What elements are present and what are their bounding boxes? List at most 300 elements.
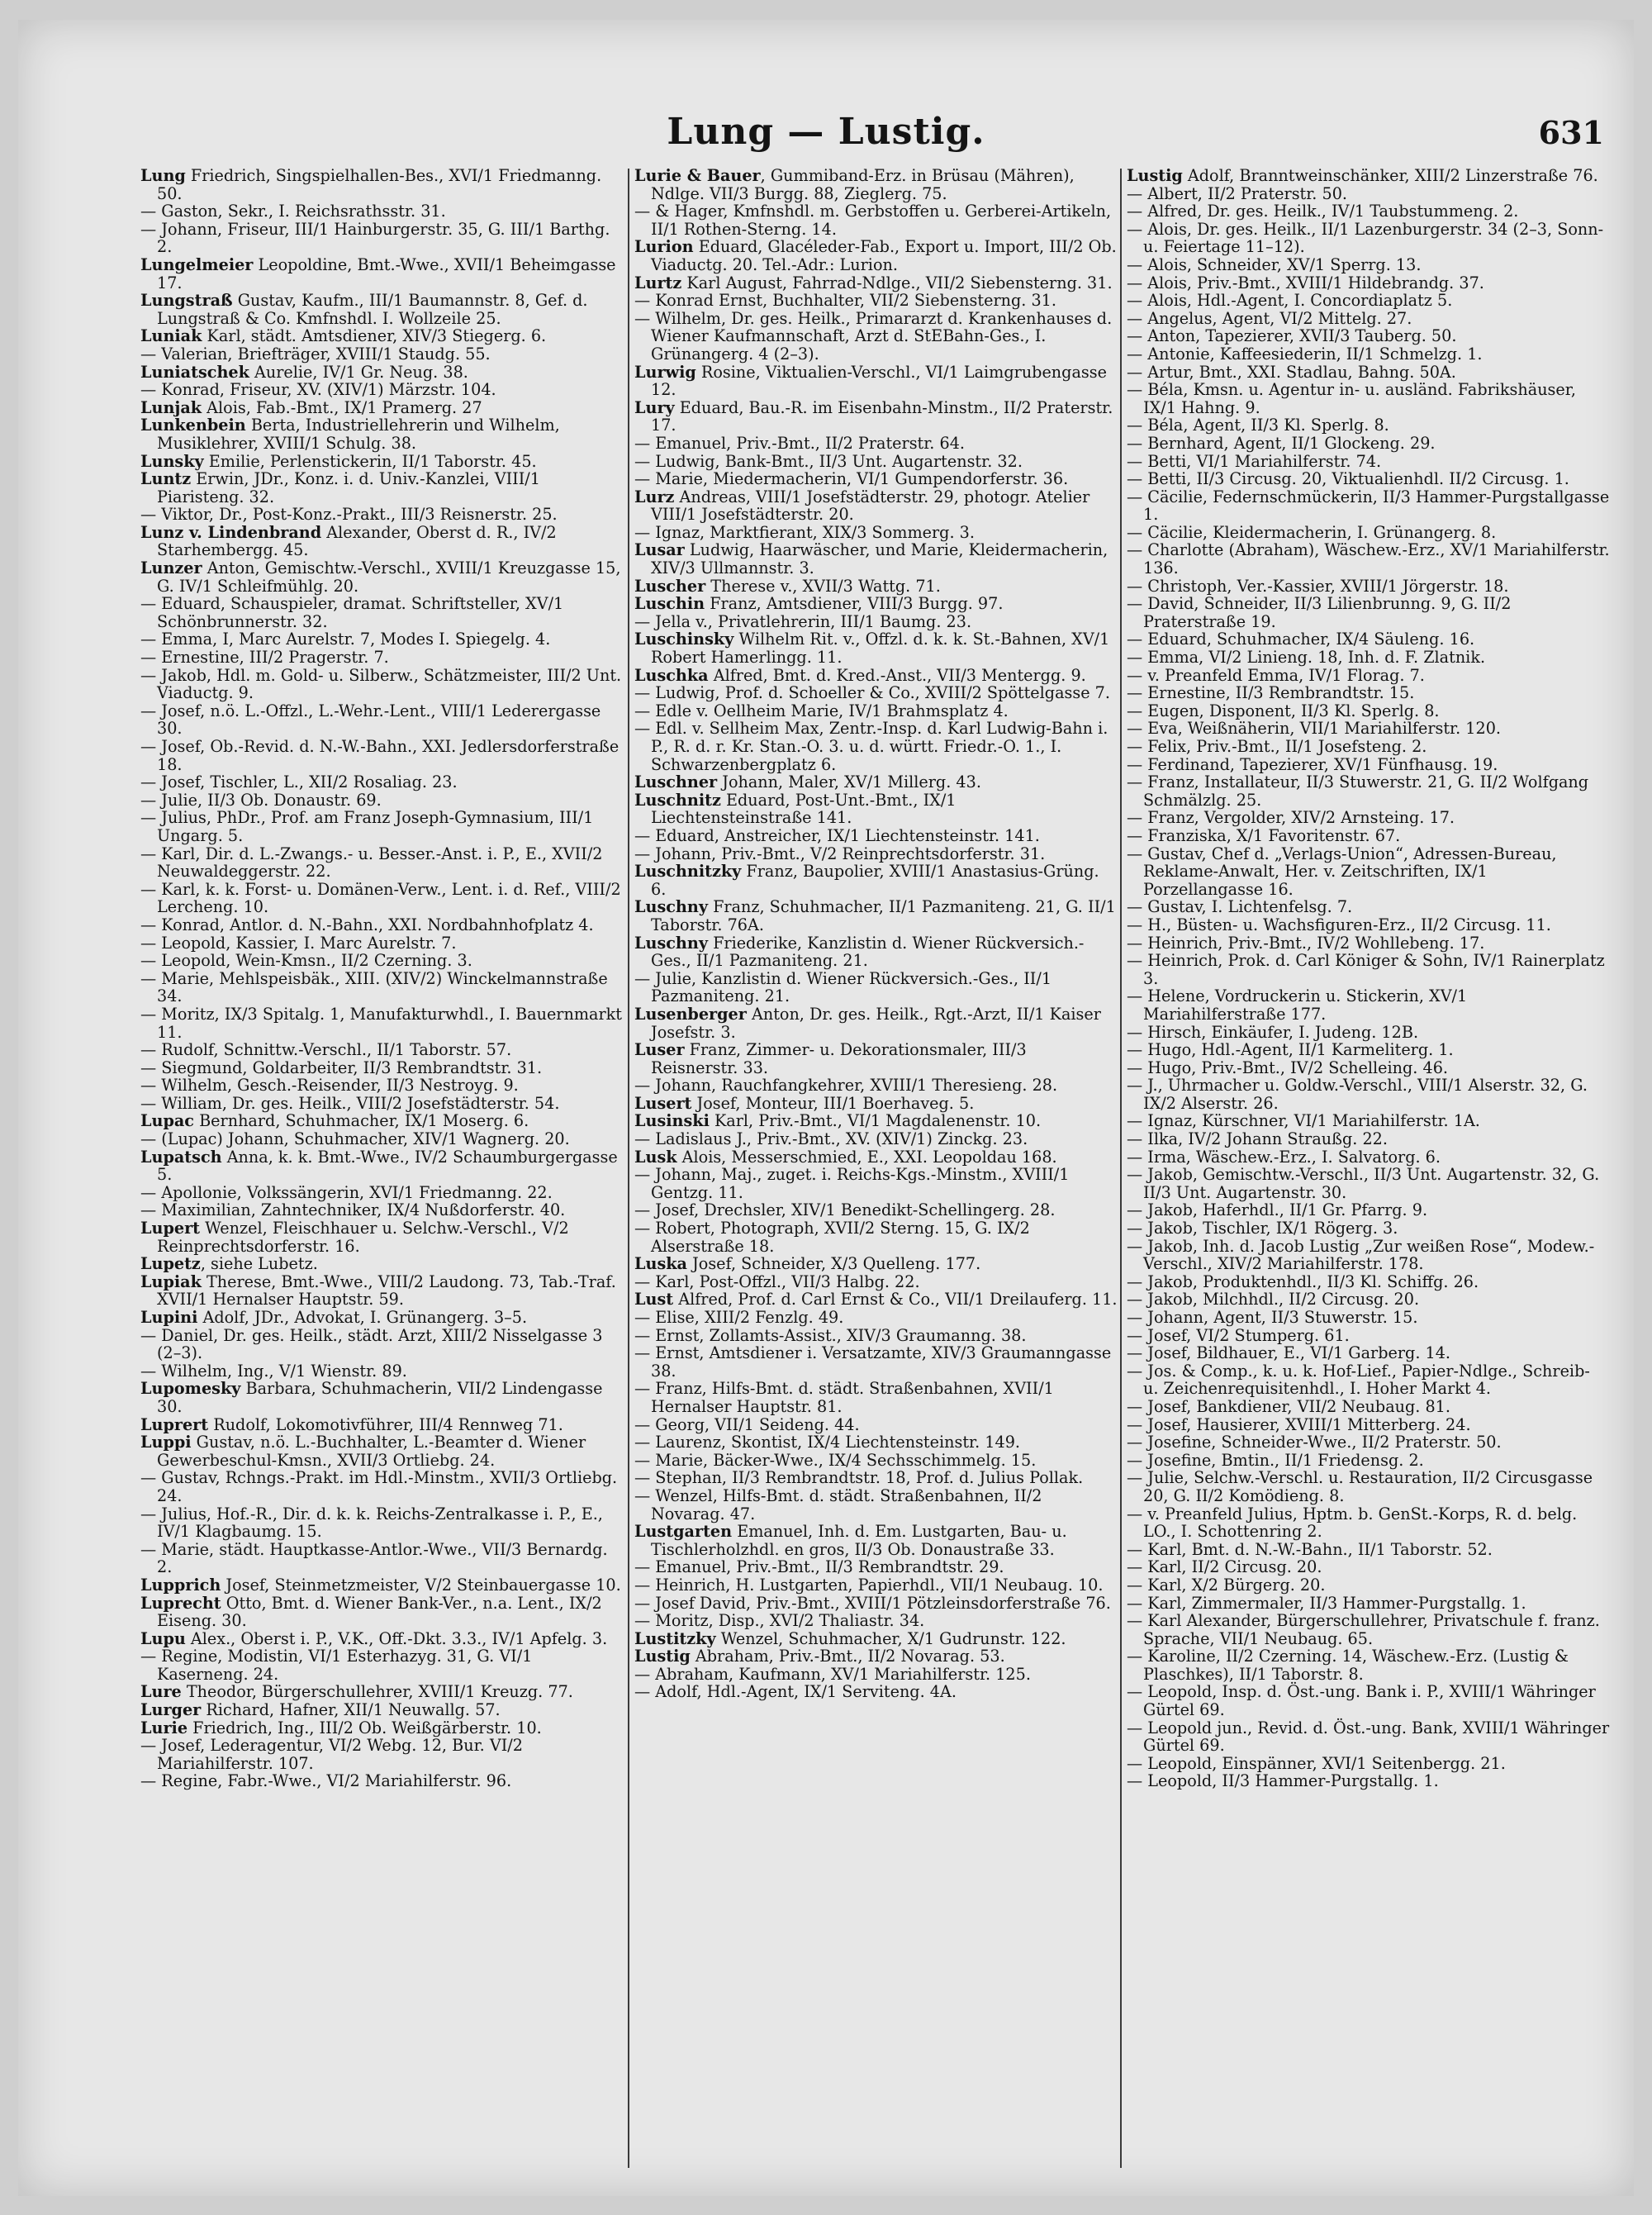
entry-text: — (Lupac) Johann, Schuhmacher, XIV/1 Wagnerg. 20.: [140, 1129, 570, 1149]
directory-entry: [140, 1505, 624, 1541]
directory-entry: [634, 1166, 1118, 1201]
directory-entry: [140, 1683, 624, 1701]
entry-text: — Josef, Ob.-Revid. d. N.-W.-Bahn., XXI. Jedlersdorferstraße 18.: [140, 737, 620, 774]
entry-text: — David, Schneider, II/3 Lilienbrunng. 9, G. II/2 Praterstraße 19.: [1127, 594, 1512, 631]
directory-entry: [1127, 364, 1610, 382]
directory-entry: [634, 970, 1118, 1005]
directory-entry: [634, 898, 1118, 934]
directory-entry: [140, 416, 624, 452]
entry-text: Abraham, Priv.-Bmt., II/2 Novarag. 53.: [690, 1647, 1005, 1666]
page-title: Lung — Lustig.: [667, 111, 985, 153]
entry-text: — Irma, Wäschew.-Erz., I. Salvatorg. 6.: [1127, 1147, 1441, 1167]
directory-entry: [1127, 827, 1610, 845]
entry-text: — Karl, Bmt. d. N.-W.-Bahn., II/1 Taborstr. 52.: [1127, 1539, 1493, 1559]
directory-entry: [140, 1380, 624, 1415]
entry-text: — Antonie, Kaffeesiederin, II/1 Schmelzg. 1.: [1127, 344, 1483, 364]
directory-entry: [140, 1005, 624, 1041]
directory-entry: [634, 845, 1118, 863]
entry-text: — Alois, Priv.-Bmt., XVIII/1 Hildebrandg. 37.: [1127, 273, 1484, 292]
entry-surname: Lusar: [634, 540, 685, 560]
directory-entry: [140, 1201, 624, 1219]
entry-text: — Siegmund, Goldarbeiter, II/3 Rembrandtstr. 31.: [140, 1058, 543, 1077]
entry-surname: Lusinski: [634, 1111, 710, 1131]
entry-text: Eduard, Bau.-R. im Eisenbahn-Minstm., II/2 Praterstr. 17.: [651, 397, 1113, 435]
directory-entry: [140, 1077, 624, 1095]
directory-entry: [1127, 578, 1610, 596]
entry-text: — Karl, X/2 Bürgerg. 20.: [1127, 1575, 1326, 1595]
directory-entry: [1127, 1309, 1610, 1327]
entry-text: — Marie, Mehlspeisbäk., XIII. (XIV/2) Winckelmannstraße 34.: [140, 968, 608, 1006]
entry-surname: Lupetz: [140, 1254, 201, 1274]
directory-entry: [1127, 221, 1610, 256]
entry-text: — Johann, Rauchfangkehrer, XVIII/1 Theresieng. 28.: [634, 1076, 1058, 1096]
directory-entry: [634, 399, 1118, 435]
entry-text: — Betti, VI/1 Mariahilferstr. 74.: [1127, 451, 1382, 471]
entry-text: — Charlotte (Abraham), Wäschew.-Erz., XV/1 Mariahilferstr. 136.: [1127, 540, 1610, 578]
entry-surname: Lunzer: [140, 559, 202, 578]
entry-text: — Jakob, Haferhdl., II/1 Gr. Pfarrg. 9.: [1127, 1200, 1428, 1220]
entry-text: — Karl, k. k. Forst- u. Domänen-Verw., Lent. i. d. Ref., VIII/2 Lercheng. 10.: [140, 879, 621, 917]
column-divider: [1120, 169, 1122, 2168]
entry-text: — Alfred, Dr. ges. Heilk., IV/1 Taubstummeng. 2.: [1127, 202, 1519, 221]
entry-text: Friedrich, Ing., III/2 Ob. Weißgärberstr. 10.: [188, 1718, 542, 1737]
entry-surname: Luniak: [140, 326, 202, 346]
directory-entry: [634, 702, 1118, 720]
directory-entry: [1127, 185, 1610, 203]
entry-text: Alexander, Oberst d. R., IV/2 Starhembergg. 45.: [157, 522, 557, 560]
directory-entry: [1127, 595, 1610, 630]
entry-text: — Ludwig, Prof. d. Schoeller & Co., XVIII/2 Spöttelgasse 7.: [634, 683, 1110, 703]
directory-entry: [634, 202, 1118, 238]
entry-text: Eduard, Post-Unt.-Bmt., IX/1 Liechtensteinstraße 141.: [651, 790, 957, 828]
directory-entry: [634, 1452, 1118, 1470]
entry-text: — Laurenz, Skontist, IX/4 Liechtensteinstr. 149.: [634, 1433, 1021, 1452]
entry-text: Ludwig, Haarwäscher, und Marie, Kleidermacherin, XIV/3 Ullmannstr. 3.: [651, 540, 1108, 578]
directory-entry: [140, 809, 624, 844]
entry-text: — Ignaz, Kürschner, VI/1 Mariahilferstr. 1A.: [1127, 1111, 1480, 1131]
directory-entry: [1127, 1344, 1610, 1362]
entry-surname: Lusenberger: [634, 1004, 747, 1024]
entry-text: — Josefine, Bmtin., II/1 Friedensg. 2.: [1127, 1450, 1424, 1470]
directory-entry: [140, 952, 624, 970]
entry-text: — Ilka, IV/2 Johann Straußg. 22.: [1127, 1129, 1388, 1149]
entry-text: Gustav, n.ö. L.-Buchhalter, L.-Beamter d. Wiener Gewerbeschul-Kmsn., XVII/3 Ortliebg. 24.: [157, 1433, 586, 1470]
entry-text: Franz, Zimmer- u. Dekorationsmaler, III/3 Reisnerstr. 33.: [651, 1040, 1027, 1077]
directory-entry: [634, 1523, 1118, 1558]
directory-entry: [140, 524, 624, 559]
entry-text: — Josefine, Schneider-Wwe., II/2 Praterstr. 50.: [1127, 1433, 1502, 1452]
directory-entry: [634, 1344, 1118, 1380]
directory-entry: [634, 1380, 1118, 1415]
entry-text: — Julie, Kanzlistin d. Wiener Rückversich.-Ges., II/1 Pazmaniteng. 21.: [634, 968, 1052, 1006]
entry-text: — Heinrich, Priv.-Bmt., IV/2 Wohllebeng. 17.: [1127, 933, 1485, 953]
entry-text: — Felix, Priv.-Bmt., II/1 Josefsteng. 2.: [1127, 737, 1427, 756]
entry-surname: Lunkenbein: [140, 416, 246, 435]
entry-surname: Lung: [140, 167, 186, 185]
entry-text: — Cäcilie, Kleidermacherin, I. Grünangerg. 8.: [1127, 522, 1497, 542]
directory-entry: [634, 1255, 1118, 1273]
entry-text: Josef, Schneider, X/3 Quelleng. 177.: [686, 1254, 981, 1274]
entry-text: — Ernestine, III/2 Pragerstr. 7.: [140, 648, 389, 668]
directory-entry: [140, 1362, 624, 1381]
directory-entry: [1127, 667, 1610, 685]
entry-text: Richard, Hafner, XII/1 Neuwallg. 57.: [201, 1700, 501, 1720]
entry-surname: Lupert: [140, 1219, 201, 1238]
directory-entry: [1127, 470, 1610, 488]
entry-text: Barbara, Schuhmacherin, VII/2 Lindengasse 30.: [157, 1379, 603, 1416]
entry-text: — Christoph, Ver.-Kassier, XVIII/1 Jörgerstr. 18.: [1127, 576, 1509, 596]
entry-text: — Alois, Dr. ges. Heilk., II/1 Lazenburgerstr. 34 (2–3, Sonn- u. Feiertage 11–12).: [1127, 219, 1604, 257]
column-divider: [628, 169, 629, 2168]
entry-text: Franz, Schuhmacher, II/1 Pazmaniteng. 21, G. II/1 Taborstr. 76A.: [651, 897, 1116, 934]
entry-text: Rosine, Viktualien-Verschl., VI/1 Laimgrubengasse 12.: [651, 362, 1107, 400]
entry-text: — Josef, Tischler, L., XII/2 Rosaliag. 23.: [140, 772, 458, 792]
directory-entry: [140, 345, 624, 364]
entry-text: — Konrad, Antlor. d. N.-Bahn., XXI. Nordbahnhofplatz 4.: [140, 915, 594, 934]
directory-entry: [140, 649, 624, 667]
directory-entry: [1127, 1683, 1610, 1718]
directory-entry: [140, 791, 624, 810]
entry-text: — Apollonie, Volkssängerin, XVI/1 Friedmanng. 22.: [140, 1182, 553, 1202]
entry-text: — Wilhelm, Dr. ges. Heilk., Primararzt d. Krankenhauses d. Wiener Kaufmannschaft, Arzt d. StEBahn-Ges., I. Grünangerg. 4 (2–3).: [634, 308, 1113, 364]
directory-entry: [634, 1309, 1118, 1327]
entry-text: — & Hager, Kmfnshdl. m. Gerbstoffen u. Gerberei-Artikeln, II/1 Rothen-Sterng. 14.: [634, 202, 1112, 239]
entry-text: Friedrich, Singspielhallen-Bes., XVI/1 Friedmanng. 50.: [157, 167, 602, 203]
entry-surname: Lustitzky: [634, 1628, 716, 1648]
directory-entry: [140, 559, 624, 595]
entry-surname: Luschin: [634, 594, 705, 614]
directory-entry: [1127, 1558, 1610, 1576]
entry-text: Therese, Bmt.-Wwe., VIII/2 Laudong. 73, Tab.-Traf. XVII/1 Hernalser Hauptstr. 59.: [157, 1271, 616, 1310]
directory-entry: [140, 256, 624, 292]
entry-surname: Luppi: [140, 1433, 192, 1452]
directory-entry: [634, 1112, 1118, 1130]
entry-text: — Franz, Vergolder, XIV/2 Arnsteing. 17.: [1127, 808, 1455, 828]
directory-entry: [140, 630, 624, 649]
directory-entry: [1127, 256, 1610, 274]
directory-entry: [140, 1630, 624, 1648]
entry-text: Wenzel, Schuhmacher, X/1 Gudrunstr. 122.: [715, 1628, 1066, 1648]
directory-entry: [634, 578, 1118, 596]
entry-text: — Franz, Hilfs-Bmt. d. städt. Straßenbahnen, XVII/1 Hernalser Hauptstr. 81.: [634, 1379, 1054, 1416]
entry-text: Anton, Gemischtw.-Verschl., XVIII/1 Kreuzgasse 15, G. IV/1 Schleifmühlg. 20.: [157, 559, 621, 596]
entry-text: — Karl, Post-Offzl., VII/3 Halbg. 22.: [634, 1271, 920, 1291]
directory-entry: [634, 1576, 1118, 1595]
directory-entry: [140, 667, 624, 702]
entry-text: — Karl, Zimmermaler, II/3 Hammer-Purgstallg. 1.: [1127, 1593, 1526, 1613]
directory-entry: [1127, 488, 1610, 524]
directory-entry: [1127, 1452, 1610, 1470]
entry-text: — Ladislaus J., Priv.-Bmt., XV. (XIV/1) Zinckg. 23.: [634, 1129, 1028, 1149]
entry-surname: Lurger: [140, 1700, 202, 1720]
directory-entry: [1127, 1541, 1610, 1559]
entry-text: — Konrad Ernst, Buchhalter, VII/2 Siebensterng. 31.: [634, 291, 1056, 311]
directory-entry: [140, 1059, 624, 1077]
directory-entry: [634, 1558, 1118, 1576]
entry-text: — Johann, Agent, II/3 Stuwerstr. 15.: [1127, 1308, 1418, 1327]
entry-text: — Jakob, Inh. d. Jacob Lustig „Zur weißen Rose“, Modew.-Verschl., XIV/2 Mariahilferstr. 178.: [1127, 1236, 1595, 1274]
directory-entry: [634, 470, 1118, 488]
entry-text: — Johann, Priv.-Bmt., V/2 Reinprechtsdorferstr. 31.: [634, 844, 1046, 863]
entry-surname: Lupiak: [140, 1271, 202, 1291]
entry-surname: Luprecht: [140, 1593, 221, 1613]
entry-surname: Luska: [634, 1254, 687, 1274]
directory-entry: [140, 1541, 624, 1576]
entry-text: — Adolf, Hdl.-Agent, IX/1 Serviteng. 4A.: [634, 1682, 957, 1702]
directory-entry: [634, 167, 1118, 202]
directory-entry: [634, 1273, 1118, 1291]
directory-entry: [634, 1595, 1118, 1613]
entry-text: — Viktor, Dr., Post-Konz.-Prakt., III/3 Reisnerstr. 25.: [140, 505, 558, 525]
entry-text: — Julius, Hof.-R., Dir. d. k. k. Reichs-Zentralkasse i. P., E., IV/1 Klagbaumg. 15.: [140, 1504, 603, 1542]
directory-entry: [1127, 274, 1610, 292]
entry-surname: Luniatschek: [140, 362, 249, 382]
entry-surname: Luser: [634, 1040, 685, 1060]
entry-surname: Lupomesky: [140, 1379, 241, 1399]
directory-entry: [634, 488, 1118, 524]
entry-text: Anna, k. k. Bmt.-Wwe., IV/2 Schaumburgergasse 5.: [157, 1147, 618, 1185]
entry-surname: Luscher: [634, 576, 706, 596]
entry-text: — Franziska, X/1 Favoritenstr. 67.: [1127, 825, 1401, 845]
directory-entry: [634, 1077, 1118, 1095]
directory-entry: [634, 274, 1118, 292]
entry-surname: Luschinsky: [634, 630, 734, 649]
directory-entry: [1127, 1416, 1610, 1434]
directory-entry: [634, 1327, 1118, 1345]
entry-text: — Leopold, Insp. d. Öst.-ung. Bank i. P., XVIII/1 Währinger Gürtel 69.: [1127, 1682, 1596, 1720]
entry-text: — v. Preanfeld Emma, IV/1 Florag. 7.: [1127, 665, 1425, 685]
entry-text: — Albert, II/2 Praterstr. 50.: [1127, 183, 1348, 203]
entry-surname: Luntz: [140, 469, 192, 489]
entry-text: — Emanuel, Priv.-Bmt., II/3 Rembrandtstr. 29.: [634, 1557, 1004, 1577]
entry-text: Gustav, Kaufm., III/1 Baumannstr. 8, Gef. d. Lungstraß & Co. Kmfnshdl. I. Wollzeile 25.: [157, 291, 588, 328]
directory-entry: [634, 667, 1118, 685]
entry-text: Wenzel, Fleischhauer u. Selchw.-Verschl., V/2 Reinprechtsdorferstr. 16.: [157, 1219, 569, 1256]
entry-surname: Lurie & Bauer: [634, 167, 761, 185]
entry-text: — Elise, XIII/2 Fenzlg. 49.: [634, 1308, 844, 1327]
directory-entry: [1127, 1398, 1610, 1416]
entry-text: — Gustav, Chef d. „Verlags-Union“, Adressen-Bureau, Reklame-Anwalt, Her. v. Zeitschriften, IX/1 Porzellangasse 16.: [1127, 844, 1557, 899]
entry-text: — Betti, II/3 Circusg. 20, Viktualienhdl. II/2 Circusg. 1.: [1127, 469, 1569, 489]
directory-entry: [140, 1433, 624, 1469]
directory-entry: [140, 453, 624, 471]
entry-text: Johann, Maler, XV/1 Millerg. 43.: [717, 772, 981, 792]
directory-entry: [140, 1772, 624, 1790]
entry-text: — Josef, Drechsler, XIV/1 Benedikt-Schellingerg. 28.: [634, 1200, 1056, 1220]
entry-text: — Josef, Hausierer, XVIII/1 Mitterberg. 24.: [1127, 1414, 1471, 1434]
entry-surname: Lunsky: [140, 451, 204, 471]
directory-entry: [634, 863, 1118, 898]
directory-entry: [1127, 684, 1610, 702]
directory-entry: [140, 381, 624, 399]
entry-text: — Leopold, Einspänner, XVI/1 Seitenbergg. 21.: [1127, 1753, 1506, 1773]
entry-surname: Lurion: [634, 237, 694, 257]
directory-entry: [140, 167, 624, 202]
directory-entry: [634, 1612, 1118, 1630]
directory-entry: [1127, 1219, 1610, 1238]
entry-text: — Valerian, Briefträger, XVIII/1 Staudg. 55.: [140, 344, 491, 364]
directory-entry: [634, 1005, 1118, 1041]
entry-text: Andreas, VIII/1 Josefstädterstr. 29, photogr. Atelier VIII/1 Josefstädterstr. 20.: [651, 487, 1090, 525]
entry-surname: Lurz: [634, 487, 675, 506]
directory-entry: [634, 1130, 1118, 1148]
directory-entry: [634, 524, 1118, 542]
entry-text: — Regine, Fabr.-Wwe., VI/2 Mariahilferstr. 96.: [140, 1771, 512, 1791]
entry-text: Eduard, Glacéleder-Fab., Export u. Import, III/2 Ob. Viaductg. 20. Tel.-Adr.: Lurion.: [651, 237, 1117, 274]
entry-text: Josef, Steinmetzmeister, V/2 Steinbauergasse 10.: [221, 1575, 621, 1595]
page-number: 631: [1538, 114, 1604, 151]
directory-entry: [634, 1469, 1118, 1487]
entry-text: — Eva, Weißnäherin, VII/1 Mariahilferstr. 120.: [1127, 719, 1502, 739]
entry-text: — Jakob, Produktenhdl., II/3 Kl. Schiffg. 26.: [1127, 1271, 1479, 1291]
entry-text: — Karl Alexander, Bürgerschullehrer, Privatschule f. franz. Sprache, VII/1 Neubaug. 65.: [1127, 1611, 1600, 1648]
entry-text: Franz, Baupolier, XVIII/1 Anastasius-Grüng. 6.: [651, 862, 1099, 899]
entry-text: Adolf, Branntweinschänker, XIII/2 Linzerstraße 76.: [1182, 167, 1598, 185]
directory-entry: [140, 1148, 624, 1184]
directory-entry: [634, 827, 1118, 845]
entry-surname: Luschny: [634, 933, 708, 953]
directory-entry: [1127, 630, 1610, 649]
directory-entry: [1127, 809, 1610, 827]
directory-entry: [1127, 1772, 1610, 1790]
directory-entry: [140, 1737, 624, 1772]
entry-surname: Lungstraß: [140, 291, 233, 311]
entry-text: — Karl, II/2 Circusg. 20.: [1127, 1557, 1322, 1577]
directory-entry: [634, 1095, 1118, 1113]
entry-text: — Josef, Bildhauer, E., VI/1 Garberg. 14.: [1127, 1343, 1451, 1363]
directory-entry: [140, 1327, 624, 1362]
directory-entry: [140, 916, 624, 934]
entry-text: — Marie, Miedermacherin, VI/1 Gumpendorferstr. 36.: [634, 469, 1069, 489]
entry-text: Aurelie, IV/1 Gr. Neug. 38.: [249, 362, 468, 382]
entry-text: Karl, städt. Amtsdiener, XIV/3 Stiegerg. 6.: [202, 326, 547, 346]
entry-text: Leopoldine, Bmt.-Wwe., XVII/1 Beheimgasse 17.: [157, 254, 616, 292]
directory-entry: [634, 453, 1118, 471]
directory-entry: [634, 613, 1118, 631]
directory-entry: [140, 1041, 624, 1059]
column-3: [1127, 167, 1610, 2175]
entry-text: — Heinrich, Prok. d. Carl Königer & Sohn, IV/1 Rainerplatz 3.: [1127, 951, 1605, 988]
entry-text: — Emma, VI/2 Linieng. 18, Inh. d. F. Zlatnik.: [1127, 648, 1486, 668]
directory-entry: [634, 791, 1118, 827]
directory-entry: [140, 1701, 624, 1719]
directory-entry: [1127, 1647, 1610, 1683]
directory-entry: [140, 1309, 624, 1327]
directory-entry: [634, 1683, 1118, 1701]
entry-surname: Lury: [634, 397, 675, 417]
entry-surname: Lupatsch: [140, 1147, 222, 1167]
directory-entry: [1127, 898, 1610, 916]
directory-entry: [1127, 1059, 1610, 1077]
entry-text: — Marie, städt. Hauptkasse-Antlor.-Wwe., VII/3 Bernardg. 2.: [140, 1539, 608, 1577]
entry-text: — Eduard, Schuhmacher, IX/4 Säuleng. 16.: [1127, 630, 1475, 649]
entry-text: Alfred, Prof. d. Carl Ernst & Co., VII/1 Dreilauferg. 11.: [673, 1290, 1118, 1310]
entry-text: — Jakob, Hdl. m. Gold- u. Silberw., Schätzmeister, III/2 Unt. Viaductg. 9.: [140, 665, 622, 703]
entry-text: — Gustav, I. Lichtenfelsg. 7.: [1127, 897, 1353, 917]
directory-entry: [1127, 1755, 1610, 1773]
directory-entry: [634, 720, 1118, 773]
entry-text: — Ferdinand, Tapezierer, XV/1 Fünfhausg. 19.: [1127, 754, 1498, 774]
entry-text: — Ludwig, Bank-Bmt., II/3 Unt. Augartenstr. 32.: [634, 451, 1023, 471]
entry-surname: Luschner: [634, 772, 718, 792]
directory-entry: [1127, 987, 1610, 1023]
directory-entry: [634, 684, 1118, 702]
directory-entry: [1127, 1077, 1610, 1112]
directory-entry: [634, 595, 1118, 613]
directory-entry: [140, 1719, 624, 1737]
directory-entry: [1127, 1612, 1610, 1647]
entry-surname: Lupu: [140, 1628, 186, 1648]
entry-text: Theodor, Bürgerschullehrer, XVIII/1 Kreuzg. 77.: [181, 1682, 573, 1702]
directory-entry: [1127, 453, 1610, 471]
entry-text: — Johann, Maj., zuget. i. Reichs-Kgs.-Minstm., XVIII/1 Gentzg. 11.: [634, 1165, 1070, 1202]
entry-text: — Wilhelm, Gesch.-Reisender, II/3 Nestroyg. 9.: [140, 1076, 519, 1096]
entry-text: Alex., Oberst i. P., V.K., Off.-Dkt. 3.3., IV/1 Apfelg. 3.: [185, 1628, 608, 1648]
directory-entry: [140, 1130, 624, 1148]
entry-text: — Maximilian, Zahntechniker, IX/4 Nußdorferstr. 40.: [140, 1200, 566, 1220]
directory-entry: [140, 399, 624, 417]
column-2: [634, 167, 1118, 2175]
directory-entry: [1127, 916, 1610, 934]
entry-text: — Moritz, Disp., XVI/2 Thaliastr. 34.: [634, 1611, 925, 1631]
entry-text: , siehe Lubetz.: [200, 1254, 318, 1274]
directory-entry: [1127, 1505, 1610, 1541]
directory-entry: [140, 327, 624, 345]
directory-entry: [634, 310, 1118, 364]
entry-text: — Ernst, Amtsdiener i. Versatzamte, XIV/3 Graumanngasse 38.: [634, 1343, 1112, 1381]
entry-text: Erwin, JDr., Konz. i. d. Univ.-Kanzlei, VIII/1 Piaristeng. 32.: [157, 469, 540, 506]
entry-surname: Lurie: [140, 1718, 188, 1737]
entry-text: — Regine, Modistin, VI/1 Esterhazyg. 31, G. VI/1 Kaserneng. 24.: [140, 1647, 533, 1684]
entry-text: — Franz, Installateur, II/3 Stuwerstr. 21, G. II/2 Wolfgang Schmälzlg. 25.: [1127, 772, 1589, 810]
entry-surname: Luschny: [634, 897, 708, 917]
entry-text: — Emma, I, Marc Aurelstr. 7, Modes I. Spiegelg. 4.: [140, 630, 551, 649]
entry-text: — Josef, Lederagentur, VI/2 Webg. 12, Bur. VI/2 Mariahilferstr. 107.: [140, 1736, 523, 1773]
directory-entry: [1127, 738, 1610, 756]
entry-text: — Marie, Bäcker-Wwe., IX/4 Sechsschimmelg. 15.: [634, 1450, 1037, 1470]
directory-entry: [1127, 952, 1610, 987]
directory-entry: [140, 1095, 624, 1113]
entry-text: , Gummiband-Erz. in Brüsau (Mähren), Ndlge. VII/3 Burgg. 88, Zieglerg. 75.: [651, 167, 1075, 203]
entry-surname: Lupprich: [140, 1575, 221, 1595]
entry-text: — Eduard, Anstreicher, IX/1 Liechtensteinstr. 141.: [634, 825, 1040, 845]
entry-text: — Jakob, Milchhdl., II/2 Circusg. 20.: [1127, 1290, 1420, 1310]
entry-surname: Lunjak: [140, 397, 202, 417]
entry-text: — William, Dr. ges. Heilk., VIII/2 Josefstädterstr. 54.: [140, 1093, 560, 1113]
directory-entry: [1127, 345, 1610, 364]
directory-entry: [1127, 1024, 1610, 1042]
entry-surname: Lust: [634, 1290, 674, 1310]
directory-entry: [634, 1666, 1118, 1684]
entry-surname: Lupini: [140, 1308, 198, 1327]
directory-entry: [1127, 202, 1610, 221]
directory-entry: [634, 1219, 1118, 1255]
entry-text: — J., Uhrmacher u. Goldw.-Verschl., VIII/1 Alserstr. 32, G. IX/2 Alserstr. 26.: [1127, 1076, 1588, 1113]
entry-text: — Karl, Dir. d. L.-Zwangs.- u. Besser.-Anst. i. P., E., XVII/2 Neuwaldeggerstr. 22.: [140, 844, 603, 882]
directory-entry: [1127, 1273, 1610, 1291]
entry-text: — Wilhelm, Ing., V/1 Wienstr. 89.: [140, 1361, 407, 1381]
directory-entry: [634, 1630, 1118, 1648]
directory-entry: [1127, 1238, 1610, 1273]
entry-text: — Alois, Hdl.-Agent, I. Concordiaplatz 5.: [1127, 291, 1453, 311]
directory-entry: [1127, 327, 1610, 345]
entry-text: — Konrad, Friseur, XV. (XIV/1) Märzstr. 104.: [140, 380, 496, 400]
entry-text: — Angelus, Agent, VI/2 Mittelg. 27.: [1127, 308, 1412, 328]
directory-entry: [140, 1595, 624, 1630]
entry-text: — Josef, Bankdiener, VII/2 Neubaug. 81.: [1127, 1396, 1450, 1416]
directory-entry: [1127, 1166, 1610, 1201]
entry-text: — Hugo, Priv.-Bmt., IV/2 Schelleing. 46.: [1127, 1058, 1449, 1077]
